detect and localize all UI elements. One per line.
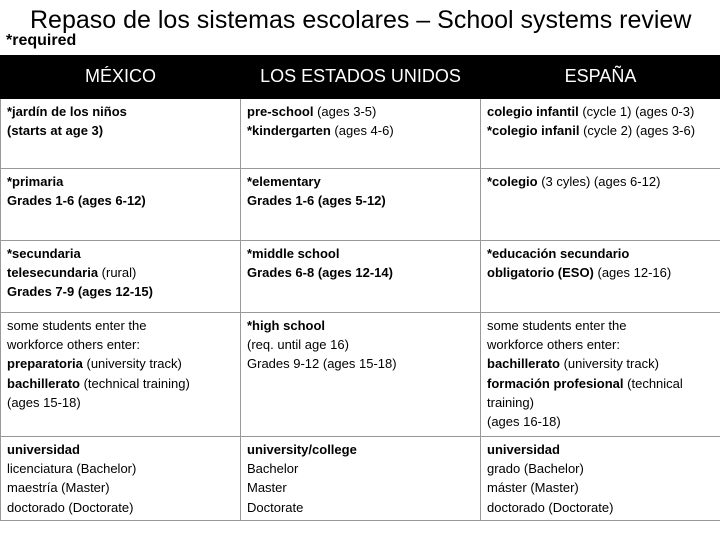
cell-term: preparatoria — [7, 356, 83, 372]
cell-line — [487, 244, 714, 263]
cell-line — [487, 459, 714, 478]
cell-line — [487, 393, 714, 412]
cell-line — [247, 478, 474, 497]
cell-line — [7, 282, 234, 301]
header-row — [1, 56, 720, 99]
cell-line — [7, 263, 234, 282]
cell-line — [7, 191, 234, 210]
cell-usa — [241, 169, 481, 241]
cell-line — [7, 393, 234, 412]
cell-term: Grades 1-6 (ages 6-12) — [7, 193, 146, 209]
cell-line — [487, 478, 714, 497]
cell-detail: workforce others enter: — [487, 337, 620, 353]
cell-detail: some students enter the — [487, 318, 627, 333]
cell-term: bachillerato — [487, 356, 560, 372]
cell-spain — [481, 437, 720, 521]
cell-line — [7, 244, 234, 263]
cell-line — [7, 316, 234, 335]
cell-detail: (ages 16-18) — [487, 414, 561, 430]
cell-spain — [481, 241, 720, 313]
cell-detail: (ages 4-6) — [330, 123, 394, 139]
cell-term: *primaria — [7, 174, 64, 189]
cell-term: *secundaria — [7, 246, 81, 261]
cell-spain — [481, 99, 720, 169]
cell-detail: some students enter the — [7, 318, 147, 333]
cell-term: formación profesional — [487, 375, 624, 391]
cell-usa — [241, 241, 481, 313]
cell-line — [247, 316, 474, 335]
cell-mexico — [1, 241, 241, 313]
table-row — [1, 313, 720, 437]
cell-line — [247, 191, 474, 210]
cell-detail: (cycle 1) (ages 0-3) — [578, 104, 695, 119]
cell-detail: (cycle 2) (ages 3-6) — [579, 123, 696, 139]
cell-line — [487, 335, 714, 354]
cell-line — [487, 354, 714, 373]
cell-term: bachillerato — [7, 375, 80, 391]
cell-line — [247, 498, 474, 517]
required-note: *required — [6, 32, 77, 49]
table-row — [1, 99, 720, 169]
cell-mexico — [1, 313, 241, 437]
header-usa: LOS ESTADOS UNIDOS — [241, 56, 481, 99]
cell-line — [7, 354, 234, 373]
cell-line — [7, 121, 234, 140]
cell-term: university/college — [247, 442, 357, 457]
cell-detail: Master — [247, 480, 287, 496]
cell-line — [247, 440, 474, 459]
cell-detail: (rural) — [98, 265, 137, 281]
cell-detail: (university track) — [559, 356, 659, 372]
cell-line — [247, 263, 474, 282]
cell-line — [247, 244, 474, 263]
cell-usa — [241, 437, 481, 521]
cell-detail: (ages 3-5) — [313, 104, 377, 119]
cell-line — [487, 374, 714, 393]
cell-line — [7, 478, 234, 497]
cell-line — [7, 374, 234, 393]
cell-term: *educación secundario — [487, 246, 630, 261]
cell-line — [247, 335, 474, 354]
cell-term: *colegio infanil — [487, 123, 580, 139]
cell-detail: (3 cyles) (ages 6-12) — [537, 174, 661, 189]
cell-usa — [241, 99, 481, 169]
cell-term: (starts at age 3) — [7, 123, 104, 139]
header-spain: ESPAÑA — [481, 56, 720, 99]
cell-term: telesecundaria — [7, 265, 99, 281]
slide-title: Repaso de los sistemas escolares – School systems review — [30, 6, 692, 34]
cell-detail: doctorado (Doctorate) — [487, 499, 614, 515]
cell-detail: (technical training) — [79, 375, 190, 391]
school-systems-table — [0, 55, 720, 521]
cell-detail: (req. until age 16) — [247, 337, 349, 353]
cell-term: Grades 7-9 (ages 12-15) — [7, 284, 153, 300]
cell-detail: licenciatura (Bachelor) — [7, 461, 137, 477]
table-row — [1, 437, 720, 521]
cell-usa — [241, 313, 481, 437]
cell-line — [247, 354, 474, 373]
table-row — [1, 241, 720, 313]
cell-term: universidad — [487, 442, 560, 457]
cell-spain — [481, 169, 720, 241]
cell-line — [7, 459, 234, 478]
cell-detail: Grades 9-12 (ages 15-18) — [247, 356, 397, 372]
cell-detail: (technical — [623, 375, 683, 391]
cell-line — [487, 316, 714, 335]
cell-line — [7, 102, 234, 121]
cell-term: universidad — [7, 442, 80, 457]
cell-term: pre-school — [247, 104, 314, 119]
cell-line — [487, 440, 714, 459]
cell-spain — [481, 313, 720, 437]
cell-detail: training) — [487, 394, 534, 410]
cell-line — [247, 459, 474, 478]
cell-line — [487, 121, 714, 140]
cell-term: *elementary — [247, 174, 321, 189]
table-row — [1, 169, 720, 241]
cell-term: obligatorio (ESO) — [487, 265, 594, 281]
cell-line — [247, 102, 474, 121]
cell-mexico — [1, 169, 241, 241]
cell-mexico — [1, 99, 241, 169]
cell-line — [487, 263, 714, 282]
cell-line — [247, 121, 474, 140]
cell-detail: Doctorate — [247, 499, 304, 515]
cell-line — [247, 172, 474, 191]
cell-term: *jardín de los niños — [7, 104, 127, 119]
cell-detail: maestría (Master) — [7, 480, 110, 496]
cell-line — [487, 498, 714, 517]
cell-line — [487, 102, 714, 121]
cell-mexico — [1, 437, 241, 521]
cell-detail: máster (Master) — [487, 480, 579, 496]
cell-detail: (ages 15-18) — [7, 394, 81, 410]
cell-detail: (university track) — [82, 356, 182, 372]
cell-detail: grado (Bachelor) — [487, 461, 584, 477]
cell-term: *middle school — [247, 246, 340, 261]
cell-detail: doctorado (Doctorate) — [7, 499, 134, 515]
cell-term: *kindergarten — [247, 123, 331, 139]
cell-line — [487, 412, 714, 431]
cell-line — [7, 498, 234, 517]
header-mexico: MÉXICO — [1, 56, 241, 99]
cell-line — [487, 172, 714, 191]
cell-term: Grades 1-6 (ages 5-12) — [247, 193, 386, 209]
cell-term: *colegio — [487, 174, 538, 189]
cell-detail: workforce others enter: — [7, 337, 140, 353]
cell-term: *high school — [247, 318, 325, 333]
cell-detail: Bachelor — [247, 461, 299, 477]
cell-term: colegio infantil — [487, 104, 579, 119]
cell-term: Grades 6-8 (ages 12-14) — [247, 265, 393, 281]
cell-line — [7, 172, 234, 191]
cell-line — [7, 440, 234, 459]
cell-detail: (ages 12-16) — [593, 265, 672, 281]
cell-line — [7, 335, 234, 354]
